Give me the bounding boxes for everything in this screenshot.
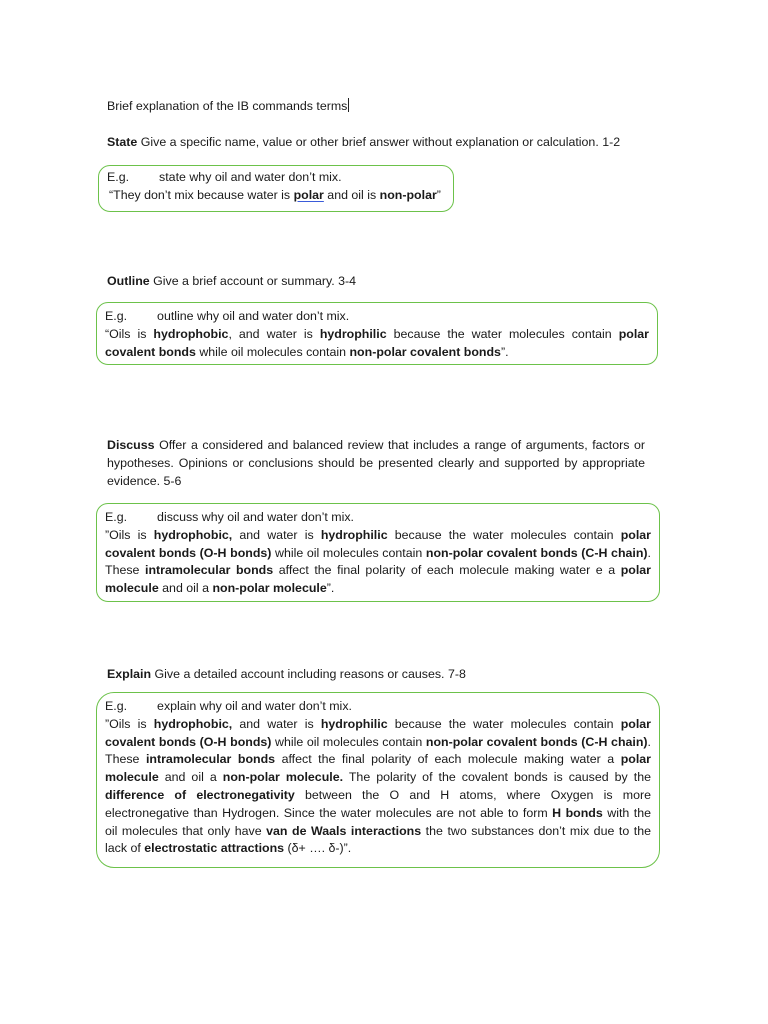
example-box-discuss <box>96 503 660 602</box>
answer-text: because the water molecules contain <box>387 716 621 731</box>
answer-keyword: hydrophobic, <box>153 527 233 542</box>
answer-keyword: intramolecular bonds <box>145 563 274 578</box>
example-answer <box>105 326 649 362</box>
answer-text: and oil a <box>158 581 213 596</box>
answer-text: affect the final polarity of each molecule making water e a <box>273 563 621 578</box>
answer-keyword: polar <box>293 187 324 202</box>
answer-keyword: polar covalent bonds (O-H bonds) <box>105 716 651 749</box>
command-term: Explain <box>107 667 152 681</box>
example-prompt-line <box>105 509 651 527</box>
answer-text: the two substances don’t mix due to the lack of <box>105 823 651 856</box>
command-definition: Offer a considered and balanced review that includes a range of arguments, factors or hypotheses. Opinions or conclusions should be presented clearly and supported by appropriate evidence. 5-6 <box>107 438 645 488</box>
example-answer <box>105 527 651 598</box>
example-answer <box>105 716 651 858</box>
text-cursor <box>348 98 349 112</box>
command-discuss-definition <box>107 437 645 490</box>
example-answer <box>107 187 445 205</box>
example-box-outline <box>96 302 658 365</box>
example-label: E.g. <box>107 170 130 184</box>
example-prompt-line <box>105 308 649 326</box>
answer-text: affect the final polarity of each molecule making water a <box>275 752 621 767</box>
answer-keyword: H bonds <box>552 805 603 820</box>
answer-keyword: non-polar covalent bonds <box>349 344 501 359</box>
example-prompt: outline why oil and water don’t mix. <box>157 309 350 323</box>
answer-keyword: non-polar molecule. <box>222 770 344 785</box>
document-title <box>107 98 349 113</box>
answer-keyword: non-polar covalent bonds (C-H chain) <box>425 734 648 749</box>
answer-keyword: non-polar covalent bonds (C-H chain) <box>425 545 648 560</box>
answer-keyword: hydrophilic <box>320 527 388 542</box>
answer-keyword: hydrophobic, <box>153 716 233 731</box>
example-prompt: state why oil and water don’t mix. <box>159 170 342 184</box>
answer-keyword: polar molecule <box>105 752 651 785</box>
answer-text: . These <box>105 545 651 578</box>
answer-text: and water is <box>232 527 321 542</box>
answer-keyword: van de Waals interactions <box>266 823 422 838</box>
example-box-state <box>98 165 454 212</box>
answer-keyword: difference of electronegativity <box>105 787 295 802</box>
example-box-explain <box>96 692 660 868</box>
answer-text: ”Oils is <box>105 527 154 542</box>
command-definition: Give a brief account or summary. 3-4 <box>149 274 357 288</box>
answer-keyword: hydrophobic <box>153 326 229 341</box>
answer-text: while oil molecules contain <box>271 734 426 749</box>
answer-keyword: non-polar <box>379 187 437 202</box>
example-prompt: discuss why oil and water don’t mix. <box>157 510 355 524</box>
example-label: E.g. <box>105 309 128 323</box>
answer-text: while oil molecules contain <box>195 344 350 359</box>
answer-text: and oil a <box>158 770 223 785</box>
answer-text: (δ+ …. δ-)”. <box>284 841 352 856</box>
document-title-text: Brief explanation of the IB commands terms <box>107 99 348 113</box>
answer-text: “Oils is <box>105 326 154 341</box>
answer-keyword: hydrophilic <box>320 716 388 731</box>
example-label: E.g. <box>105 510 128 524</box>
answer-keyword: polar covalent bonds (O-H bonds) <box>105 527 651 560</box>
answer-text: and oil is <box>323 187 380 202</box>
example-label: E.g. <box>105 699 128 713</box>
answer-text: ” <box>436 187 441 202</box>
answer-keyword: intramolecular bonds <box>145 752 276 767</box>
answer-text: ”Oils is <box>105 716 154 731</box>
answer-keyword: electrostatic attractions <box>144 841 285 856</box>
answer-keyword: polar molecule <box>105 563 651 596</box>
command-term: State <box>107 135 138 149</box>
answer-text: and water is <box>232 716 321 731</box>
example-prompt-line <box>107 169 445 187</box>
answer-text: The polarity of the covalent bonds is caused by the <box>343 770 651 785</box>
answer-text: ”. <box>326 581 335 596</box>
answer-text: while oil molecules contain <box>271 545 426 560</box>
answer-text: because the water molecules contain <box>387 527 621 542</box>
answer-text: . These <box>105 734 651 767</box>
answer-keyword: polar covalent bonds <box>105 326 649 359</box>
command-definition: Give a detailed account including reasons or causes. 7-8 <box>151 667 466 681</box>
example-prompt-line <box>105 698 651 716</box>
answer-text: because the water molecules contain <box>386 326 619 341</box>
answer-text: “They don’t mix because water is <box>109 187 294 202</box>
answer-keyword: hydrophilic <box>319 326 387 341</box>
command-state-definition <box>107 135 620 149</box>
command-definition: Give a specific name, value or other brief answer without explanation or calculation. 1-2 <box>137 135 621 149</box>
answer-text: between the O and H atoms, where Oxygen is more electronegative than Hydrogen. Since the water molecules are not able to form <box>105 787 651 820</box>
command-term: Discuss <box>107 438 155 452</box>
answer-text: ”. <box>500 344 509 359</box>
command-term: Outline <box>107 274 150 288</box>
example-prompt: explain why oil and water don’t mix. <box>157 699 352 713</box>
answer-text: with the oil molecules that only have <box>105 805 651 838</box>
command-explain-definition <box>107 667 466 681</box>
command-outline-definition <box>107 274 356 288</box>
answer-keyword: non-polar molecule <box>212 581 327 596</box>
answer-text: , and water is <box>228 326 320 341</box>
